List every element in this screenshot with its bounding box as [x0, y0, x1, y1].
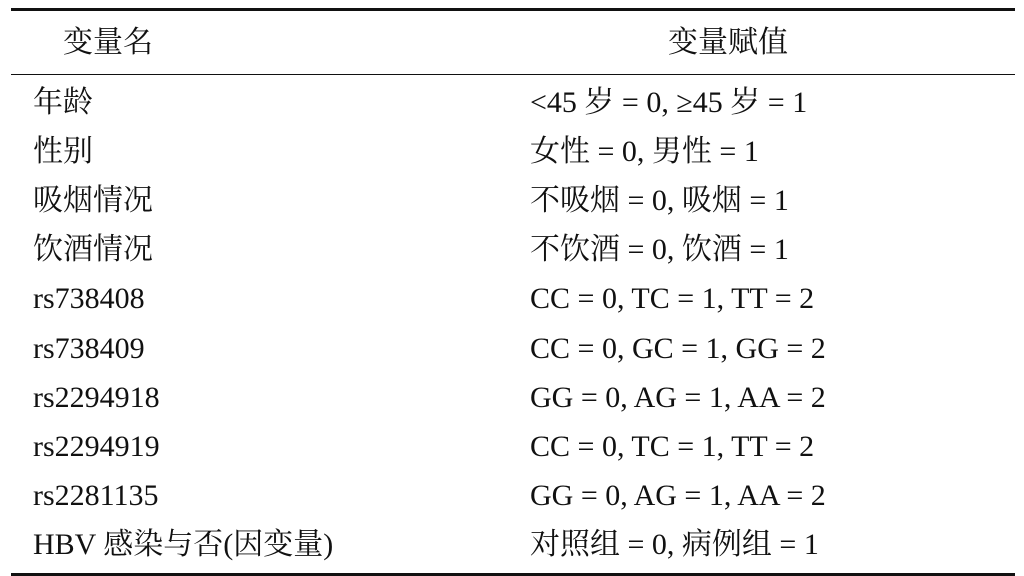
row-variable-name: HBV 感染与否(因变量) [33, 528, 334, 562]
row-variable-name: rs738409 [33, 331, 145, 365]
table-header-row [11, 11, 1015, 74]
table-row [11, 78, 1015, 127]
table-row [11, 422, 1015, 471]
table-row [11, 324, 1015, 373]
table-row [11, 472, 1015, 521]
row-variable-value: <45 岁 = 0, ≥45 岁 = 1 [530, 85, 808, 119]
table-body [11, 78, 1015, 573]
row-variable-value: CC = 0, TC = 1, TT = 2 [530, 282, 815, 316]
row-variable-value: CC = 0, GC = 1, GG = 2 [530, 331, 826, 365]
header-variable-value: 变量赋值 [668, 25, 788, 59]
row-variable-value: 对照组 = 0, 病例组 = 1 [530, 528, 819, 562]
row-variable-value: CC = 0, TC = 1, TT = 2 [530, 429, 815, 463]
header-variable-name: 变量名 [63, 25, 153, 59]
table-row [11, 373, 1015, 422]
row-variable-name: 年龄 [33, 85, 93, 119]
row-variable-name: rs738408 [33, 282, 145, 316]
row-variable-value: 不饮酒 = 0, 饮酒 = 1 [530, 233, 789, 267]
table-header-rule [11, 74, 1015, 75]
row-variable-name: rs2281135 [33, 479, 159, 513]
table-row [11, 226, 1015, 275]
table-row [11, 521, 1015, 570]
row-variable-name: 吸烟情况 [33, 183, 153, 217]
row-variable-name: 性别 [33, 134, 93, 168]
table-row [11, 275, 1015, 324]
row-variable-name: rs2294918 [33, 380, 160, 414]
row-variable-value: 不吸烟 = 0, 吸烟 = 1 [530, 183, 789, 217]
row-variable-name: 饮酒情况 [33, 233, 153, 267]
table-row [11, 127, 1015, 176]
table-bottom-rule [11, 573, 1015, 576]
row-variable-value: GG = 0, AG = 1, AA = 2 [530, 380, 826, 414]
row-variable-value: 女性 = 0, 男性 = 1 [530, 134, 759, 168]
row-variable-name: rs2294919 [33, 429, 160, 463]
variable-assignment-table [11, 8, 1015, 576]
row-variable-value: GG = 0, AG = 1, AA = 2 [530, 479, 826, 513]
table-row [11, 176, 1015, 225]
